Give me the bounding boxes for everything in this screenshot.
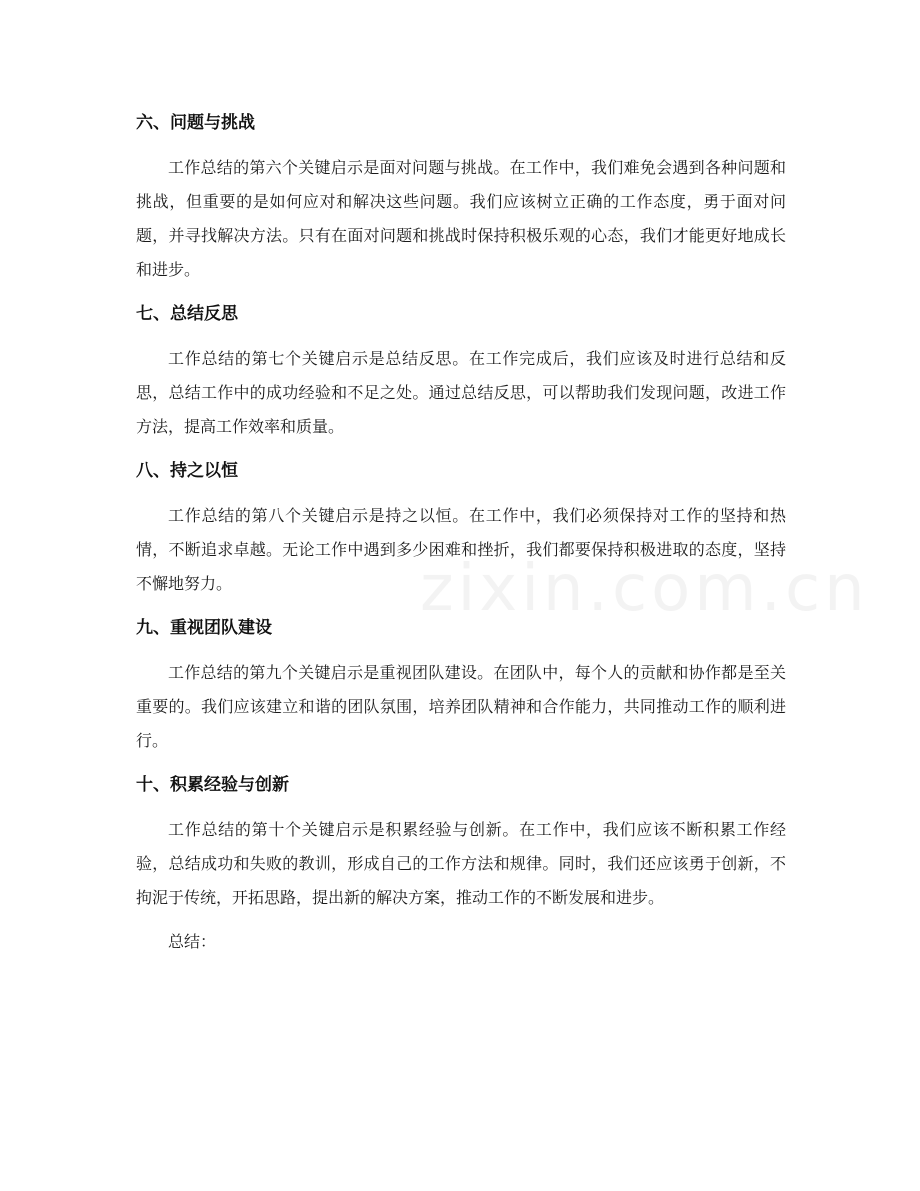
section-heading: 六、问题与挑战	[136, 113, 255, 133]
section-perseverance	[136, 454, 786, 601]
section-experience-innovation	[136, 768, 786, 915]
section-heading: 七、总结反思	[136, 304, 238, 324]
section-heading: 八、持之以恒	[136, 461, 238, 481]
section-paragraph: 工作总结的第七个关键启示是总结反思。在工作完成后，我们应该及时进行总结和反思，总结工作中的成功经验和不足之处。通过总结反思，可以帮助我们发现问题，改进工作方法，提高工作效率和质量。	[136, 349, 786, 436]
document-body	[136, 106, 786, 959]
section-paragraph: 工作总结的第九个关键启示是重视团队建设。在团队中，每个人的贡献和协作都是至关重要的。我们应该建立和谐的团队氛围，培养团队精神和合作能力，共同推动工作的顺利进行。	[136, 663, 786, 750]
section-heading: 九、重视团队建设	[136, 618, 272, 638]
watermark: zixin.com.cn	[420, 552, 869, 626]
section-paragraph: 工作总结的第十个关键启示是积累经验与创新。在工作中，我们应该不断积累工作经验，总结成功和失败的教训，形成自己的工作方法和规律。同时，我们还应该勇于创新，不拘泥于传统，开拓思路，提出新的解决方案，推动工作的不断发展和进步。	[136, 820, 786, 907]
section-heading: 十、积累经验与创新	[136, 775, 289, 795]
section-team-building	[136, 611, 786, 758]
summary-label: 总结：	[168, 932, 217, 951]
section-problems-challenges	[136, 106, 786, 287]
section-paragraph: 工作总结的第八个关键启示是持之以恒。在工作中，我们必须保持对工作的坚持和热情，不断追求卓越。无论工作中遇到多少困难和挫折，我们都要保持积极进取的态度，坚持不懈地努力。	[136, 506, 786, 593]
section-summary-reflection	[136, 297, 786, 444]
section-paragraph: 工作总结的第六个关键启示是面对问题与挑战。在工作中，我们难免会遇到各种问题和挑战，但重要的是如何应对和解决这些问题。我们应该树立正确的工作态度，勇于面对问题，并寻找解决方法。只有在面对问题和挑战时保持积极乐观的心态，我们才能更好地成长和进步。	[136, 158, 786, 279]
